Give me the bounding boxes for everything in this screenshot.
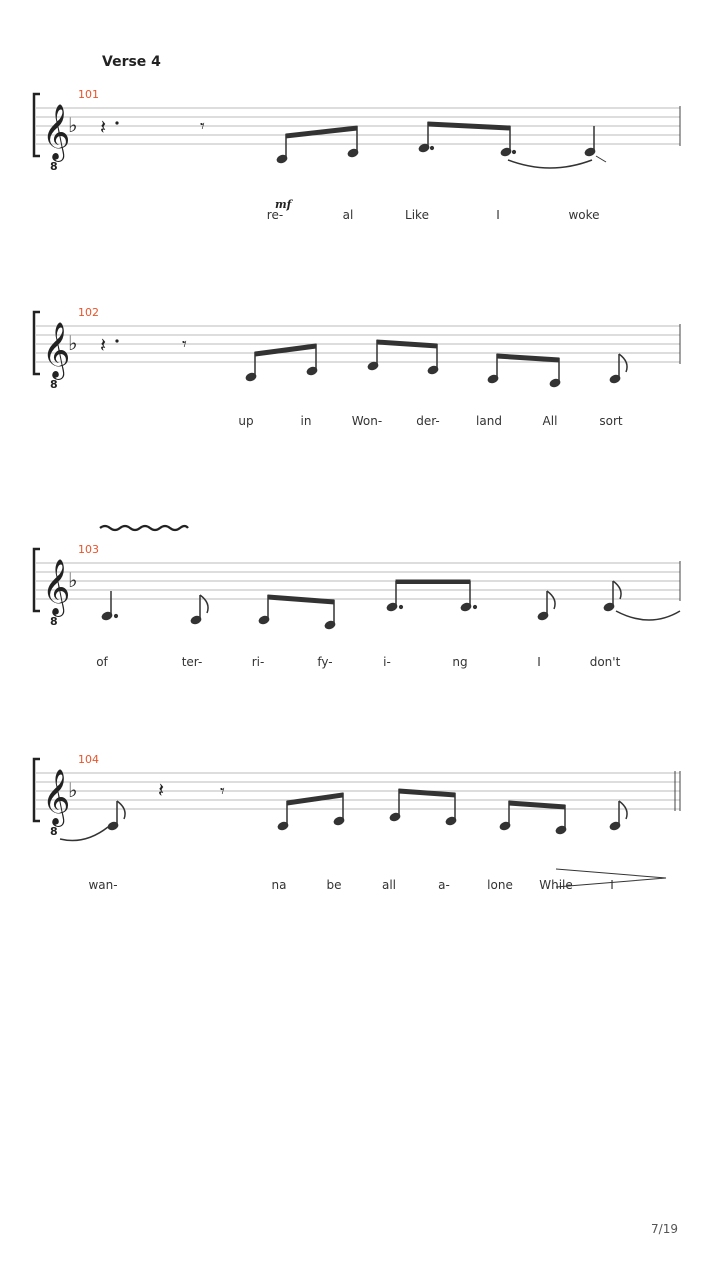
lyric-syllable: al (342, 208, 354, 222)
measure-number: 101 (78, 88, 99, 101)
eighth-rest-icon: 𝄾 (182, 334, 187, 355)
flat-key-signature-icon: ♭ (68, 113, 78, 137)
lyric-syllable: of (96, 655, 108, 669)
lyric-syllable: land (476, 414, 502, 428)
staff-system-102 (0, 306, 720, 446)
vibrato-marking-icon (100, 526, 188, 530)
dynamic-marking: mf (275, 198, 292, 211)
section-title: Verse 4 (102, 54, 161, 70)
lyric-syllable: woke (568, 208, 600, 222)
measure-number: 104 (78, 753, 99, 766)
tie (508, 160, 592, 168)
flat-key-signature-icon: ♭ (68, 568, 78, 592)
lyric-syllable: While (539, 878, 573, 892)
eighth-rest-icon: 𝄾 (220, 781, 225, 802)
lyric-syllable: sort (599, 414, 623, 428)
svg-text:8: 8 (50, 160, 58, 173)
lyric-syllable: re- (266, 208, 284, 222)
lyric-syllable: I (610, 878, 614, 892)
lyric-syllable: lone (487, 878, 513, 892)
lyric-syllable: ri- (251, 655, 265, 669)
treble-clef-icon: 𝄞 (42, 769, 71, 825)
svg-text:8: 8 (50, 615, 58, 628)
quarter-rest-icon: 𝄽 (100, 333, 107, 357)
lyric-syllable: I (496, 208, 500, 222)
treble-clef-icon: 𝄞 (42, 559, 71, 615)
lyric-syllable: ng (452, 655, 468, 669)
svg-text:8: 8 (50, 825, 58, 838)
treble-clef-icon: 𝄞 (42, 104, 71, 160)
lyric-syllable: all (381, 878, 397, 892)
treble-clef-icon: 𝄞 (42, 322, 71, 378)
svg-text:8: 8 (50, 378, 58, 391)
page-number: 7/19 (651, 1222, 678, 1236)
measure-number: 103 (78, 543, 99, 556)
tie (60, 827, 108, 841)
lyric-syllable: wan- (88, 878, 118, 892)
lyric-syllable: fy- (317, 655, 333, 669)
lyric-syllable: ter- (181, 655, 203, 669)
staff-system-101 (0, 88, 720, 228)
lyric-syllable: der- (416, 414, 440, 428)
lyric-syllable: in (300, 414, 312, 428)
staff-system-104 (0, 753, 720, 893)
eighth-rest-icon: 𝄾 (200, 116, 205, 137)
quarter-rest-icon: 𝄽 (100, 115, 107, 139)
flat-key-signature-icon: ♭ (68, 778, 78, 802)
tie (616, 611, 680, 620)
lyric-syllable: a- (438, 878, 450, 892)
staff-101 (0, 88, 720, 228)
quarter-rest-icon: 𝄽 (158, 778, 165, 802)
lyric-syllable: be (326, 878, 342, 892)
flat-key-signature-icon: ♭ (68, 331, 78, 355)
lyric-syllable: All (542, 414, 558, 428)
measure-number: 102 (78, 306, 99, 319)
lyric-syllable: i- (383, 655, 391, 669)
staff-system-103 (0, 543, 720, 683)
lyric-syllable: I (537, 655, 541, 669)
lyric-syllable: Won- (351, 414, 383, 428)
lyric-syllable: don't (589, 655, 621, 669)
lyric-syllable: Like (405, 208, 429, 222)
lyric-syllable: up (238, 414, 254, 428)
lyric-syllable: na (271, 878, 287, 892)
